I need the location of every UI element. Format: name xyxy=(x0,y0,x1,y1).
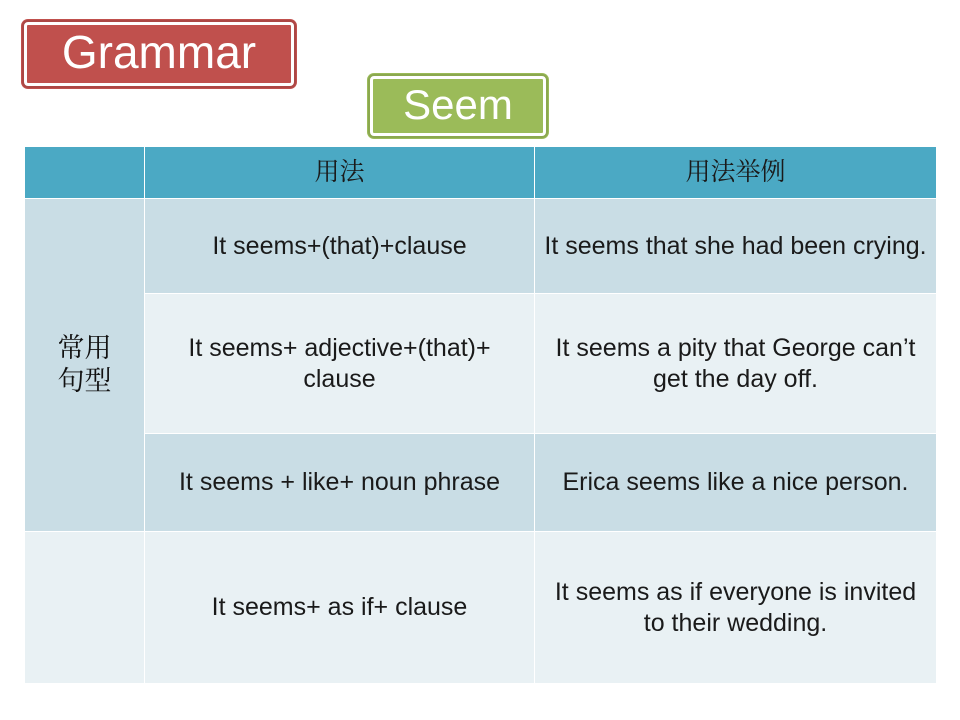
usage-cell: It seems + like+ noun phrase xyxy=(145,434,535,532)
table-header xyxy=(25,147,937,199)
grammar-title-badge xyxy=(24,22,294,86)
table-body xyxy=(25,199,937,684)
usage-cell: It seems+ adjective+(that)+ clause xyxy=(145,294,535,434)
usage-cell: It seems+ as if+ clause xyxy=(145,532,535,684)
table-header-corner xyxy=(25,147,145,199)
example-cell: Erica seems like a nice person. xyxy=(535,434,937,532)
row-group-label xyxy=(25,199,145,532)
table-header-row xyxy=(25,147,937,199)
row-group-label-empty xyxy=(25,532,145,684)
table-header-example: 用法举例 xyxy=(535,147,937,199)
table-row xyxy=(25,199,937,294)
row-group-label-line2: 句型 xyxy=(57,366,112,396)
example-cell: It seems a pity that George can’t get the day off. xyxy=(535,294,937,434)
example-cell: It seems that she had been crying. xyxy=(535,199,937,294)
grammar-title-label: Grammar xyxy=(61,26,257,78)
example-cell: It seems as if everyone is invited to their wedding. xyxy=(535,532,937,684)
seem-title-label: Seem xyxy=(403,80,513,128)
seem-title-badge xyxy=(370,76,546,136)
row-group-label-line1: 常用 xyxy=(57,333,112,364)
usage-cell: It seems+(that)+clause xyxy=(145,199,535,294)
grammar-usage-table xyxy=(24,146,937,684)
table-header-usage: 用法 xyxy=(145,147,535,199)
table-row xyxy=(25,434,937,532)
table-row xyxy=(25,294,937,434)
table-row xyxy=(25,532,937,684)
